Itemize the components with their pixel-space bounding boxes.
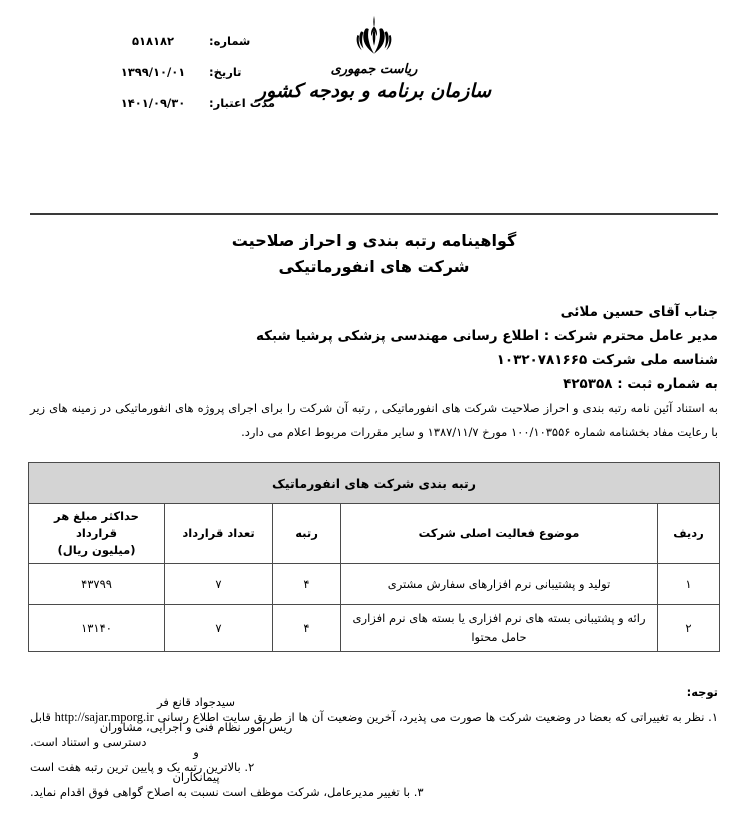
page-title-line1: گواهینامه رتبه بندی و احراز صلاحیت: [231, 231, 517, 250]
body-paragraph: به استناد آئین نامه رتبه بندی و احراز صلاحیت شرکت های انفورماتیکی , رتبه آن شرکت را برای اجرای پروژه های انفورماتیکی در زمینه های زیر با رعایت مفاد بخشنامه شماره ۱۰۰/۱۰۳۵۵۶ مورخ ۱۳۸۷/۱۱/۷ و سایر مقررات مربوط اعلام می دارد.: [30, 401, 718, 439]
column-header-count: تعداد قرارداد: [165, 504, 273, 564]
column-header-amount: [29, 504, 165, 564]
cell-count: ۷: [165, 605, 273, 652]
ranking-table: [28, 462, 720, 652]
table-row: [29, 564, 720, 605]
org-presidency-label: ریاست جمهوری: [330, 62, 418, 77]
table-caption-row: [29, 463, 720, 504]
meta-row-validity: [63, 96, 293, 110]
meta-value-number: ۵۱۸۱۸۲: [131, 34, 175, 48]
notes-heading: توجه:: [686, 685, 718, 699]
iran-national-emblem-icon: [352, 14, 396, 60]
meta-label-number: شماره:: [209, 34, 251, 48]
header-divider: [30, 213, 718, 215]
signatory-name: سیدجواد قانع فر: [157, 695, 235, 709]
addressee-national-id: شناسه ملی شرکت ۱۰۳۲۰۷۸۱۶۶۵: [496, 352, 718, 368]
signatory-title-line1: ریس امور نظام فنی و اجرایی، مشاوران و: [99, 720, 293, 759]
cell-subject: رائه و پشتیبانی بسته های نرم افزاری یا بسته های نرم افزاری حامل محتوا: [341, 605, 658, 652]
meta-row-date: [63, 65, 293, 79]
page-title-line2: شرکت های انفورماتیکی: [278, 257, 470, 276]
cell-radif: ۲: [658, 605, 720, 652]
column-header-rank: رتبه: [273, 504, 341, 564]
column-header-amount-line2: (میلیون ریال): [57, 543, 136, 557]
table-row: [29, 605, 720, 652]
table-header-row: [29, 504, 720, 564]
ranking-table-wrapper: [28, 462, 720, 652]
note-1-text-post: قابل دسترسی و استناد است.: [30, 710, 147, 749]
column-header-subject: موضوع فعالیت اصلی شرکت: [341, 504, 658, 564]
cell-subject: تولید و پشتیبانی نرم افزارهای سفارش مشتری: [341, 564, 658, 605]
column-header-amount-line1: حداکثر مبلغ هر قرارداد: [54, 509, 139, 540]
column-header-radif: ردیف: [658, 504, 720, 564]
page-title: [0, 228, 748, 280]
document-meta-block: [63, 34, 293, 127]
note-item-2: ۲. بالاترین رتبه یک و پایین ترین رتبه هفت است: [30, 760, 255, 774]
signatory-title-line2: پیمانکاران: [172, 770, 220, 784]
note-1-text-pre: ۱. نظر به تغییراتی که بعضا در وضعیت شرکت ها صورت می پذیرد، آخرین وضعیت آن ها از طریق سایت اطلاع رسانی: [153, 710, 718, 724]
addressee-company: مدیر عامل محترم شرکت : اطلاع رسانی مهندسی پزشکی پرشیا شبکه: [256, 328, 718, 344]
addressee-block: [30, 300, 718, 396]
cell-rank: ۴: [273, 605, 341, 652]
note-item-3: ۳. با تغییر مدیرعامل، شرکت موظف است نسبت به اصلاح گواهی فوق اقدام نماید.: [30, 785, 424, 799]
cell-amount: ۴۳۷۹۹: [29, 564, 165, 605]
cell-count: ۷: [165, 564, 273, 605]
addressee-person: جناب آقای حسین ملائی: [560, 304, 718, 320]
addressee-registration-number: به شماره ثبت : ۴۲۵۳۵۸: [563, 376, 718, 392]
document-header: [0, 0, 748, 165]
org-name-label: سازمان برنامه و بودجه کشور: [256, 80, 492, 102]
cell-radif: ۱: [658, 564, 720, 605]
meta-label-date: تاریخ:: [209, 65, 242, 79]
cell-rank: ۴: [273, 564, 341, 605]
table-caption: رتبه بندی شرکت های انفورماتیک: [29, 463, 720, 504]
meta-row-number: [63, 34, 293, 48]
meta-value-date: ۱۳۹۹/۱۰/۰۱: [120, 65, 186, 79]
sajar-url-link[interactable]: http://sajar.mporg.ir: [54, 710, 154, 724]
signature-block: [96, 690, 296, 790]
meta-value-validity: ۱۴۰۱/۰۹/۳۰: [120, 96, 186, 110]
cell-amount: ۱۳۱۴۰: [29, 605, 165, 652]
meta-label-validity: مدت اعتبار:: [209, 96, 276, 110]
